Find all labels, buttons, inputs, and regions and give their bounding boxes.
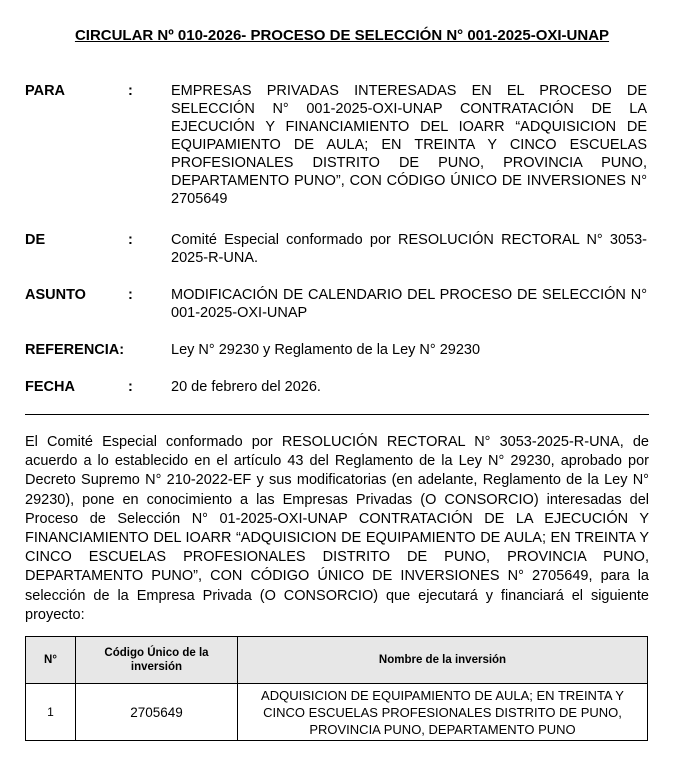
- header-code: Código Único de la inversión: [76, 637, 238, 684]
- fecha-colon: :: [128, 379, 133, 395]
- de-value: Comité Especial conformado por RESOLUCIÓN RECTORAL N° 3053-2025-R-UNA.: [171, 232, 647, 266]
- fecha-label: FECHA: [25, 379, 75, 395]
- body-paragraph: El Comité Especial conformado por RESOLUCIÓN RECTORAL N° 3053-2025-R-UNA, de acuerdo a lo establecido en el artículo 43 del Reglamento de la Ley N° 29230, aprobado por Decreto Supremo N° 210-2022-EF y sus modificatorias (en adelante, Reglamento de la Ley N° 29230), pone en conocimiento a las Empresas Privadas (O CONSORCIO) interesadas del Proceso de Selección N° 01-2025-OXI-UNAP CONTRATACIÓN DE LA EJECUCIÓN Y FINANCIAMIENTO DEL IOARR “ADQUISICION DE EQUIPAMIENTO DE AULA; EN TREINTA Y CINCO ESCUELAS PROFESIONALES DISTRITO DE PUNO, PROVINCIA PUNO, DEPARTAMENTO PUNO”, CON CÓDIGO ÚNICO DE INVERSIONES N° 2705649, para la selección de la Empresa Privada (O CONSORCIO) que ejecutará y financiará el siguiente proyecto:: [25, 434, 649, 623]
- table-row: [26, 684, 648, 741]
- para-value: EMPRESAS PRIVADAS INTERESADAS EN EL PROCESO DE SELECCIÓN N° 001-2025-OXI-UNAP CONTRATACIÓN DE LA EJECUCIÓN Y FINANCIAMIENTO DEL IOARR “ADQUISICION DE EQUIPAMIENTO DE AULA; EN TREINTA Y CINCO ESCUELAS PROFESIONALES DISTRITO DE PUNO, PROVINCIA PUNO, DEPARTAMENTO PUNO”, CON CÓDIGO ÚNICO DE INVERSIONES N° 2705649: [171, 83, 647, 207]
- fecha-value: 20 de febrero del 2026.: [171, 379, 321, 395]
- row-code: 2705649: [76, 684, 238, 741]
- header-name: Nombre de la inversión: [238, 637, 648, 684]
- para-label: PARA: [25, 83, 66, 99]
- row-number: 1: [26, 684, 76, 741]
- header-number: N°: [26, 637, 76, 684]
- row-name: ADQUISICION DE EQUIPAMIENTO DE AULA; EN TREINTA Y CINCO ESCUELAS PROFESIONALES DISTRITO DE PUNO, PROVINCIA PUNO, DEPARTAMENTO PUNO: [238, 684, 648, 741]
- de-label: DE: [25, 232, 46, 248]
- de-colon: :: [128, 232, 133, 248]
- referencia-value: Ley N° 29230 y Reglamento de la Ley N° 29230: [171, 342, 481, 358]
- investment-table: [25, 636, 648, 741]
- para-colon: :: [128, 83, 133, 99]
- referencia-label: REFERENCIA:: [25, 342, 125, 358]
- header-divider: [25, 414, 649, 415]
- asunto-label: ASUNTO: [25, 287, 86, 303]
- asunto-colon: :: [128, 287, 133, 303]
- asunto-value: MODIFICACIÓN DE CALENDARIO DEL PROCESO DE SELECCIÓN N° 001-2025-OXI-UNAP: [171, 287, 647, 321]
- table-header-row: [26, 637, 648, 684]
- circular-title: CIRCULAR Nº 010-2026- PROCESO DE SELECCIÓN N° 001-2025-OXI-UNAP: [74, 27, 610, 44]
